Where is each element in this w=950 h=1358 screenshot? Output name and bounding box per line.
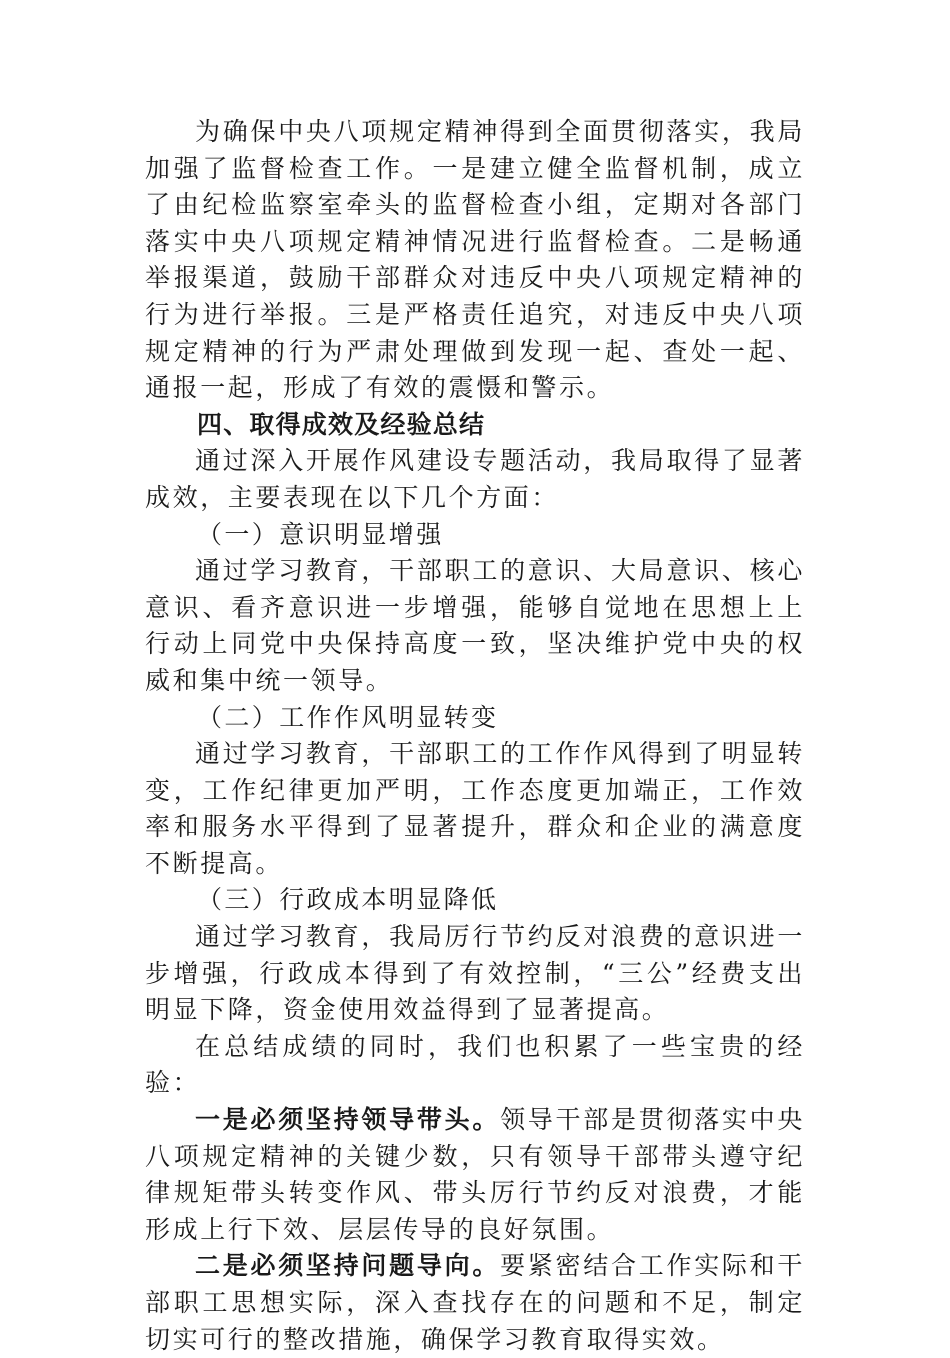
- subheading-admin-cost: （三）行政成本明显降低: [197, 885, 499, 915]
- paragraph-awareness: 通过学习教育，干部职工的意识、大局意识、核心意识、看齐意识进一步增强，能够自觉地在思想上上行动上同党中央保持高度一致，坚决维护党中央的权威和集中统一领导。: [145, 556, 805, 695]
- section-heading-4: 四、取得成效及经验总结: [197, 409, 486, 439]
- paragraph-admin-cost: 通过学习教育，我局厉行节约反对浪费的意识进一步增强，行政成本得到了有效控制，“三公”经费支出明显下降，资金使用效益得到了显著提高。: [145, 922, 805, 1025]
- experience-1-lead: 一是必须坚持领导带头。: [195, 1105, 501, 1135]
- subheading-work-style: （二）工作作风明显转变: [197, 702, 499, 732]
- subheading-awareness: （一）意识明显增强: [197, 519, 444, 549]
- paragraph-results-intro: 通过深入开展作风建设专题活动，我局取得了显著成效，主要表现在以下几个方面：: [145, 446, 805, 512]
- paragraph-work-style: 通过学习教育，干部职工的工作作风得到了明显转变，工作纪律更加严明，工作态度更加端正，工作效率和服务水平得到了显著提升，群众和企业的满意度不断提高。: [145, 739, 805, 878]
- document-page: [145, 114, 805, 1358]
- paragraph-experience-1: [145, 1102, 805, 1248]
- paragraph-experience-intro: 在总结成绩的同时，我们也积累了一些宝贵的经验：: [145, 1031, 805, 1098]
- paragraph-supervision: 为确保中央八项规定精神得到全面贯彻落实，我局加强了监督检查工作。一是建立健全监督机制，成立了由纪检监察室牵头的监督检查小组，定期对各部门落实中央八项规定精神情况进行监督检查。二是畅通举报渠道，鼓励干部群众对违反中央八项规定精神的行为进行举报。三是严格责任追究，对违反中央八项规定精神的行为严肃处理做到发现一起、查处一起、通报一起，形成了有效的震慑和警示。: [145, 117, 805, 403]
- paragraph-experience-2: [145, 1248, 805, 1358]
- experience-2-body: 要紧密结合工作实际和干部职工思想实际，深入查找存在的问题和不足，制定切实可行的整改措施，确保学习教育取得实效。: [145, 1251, 805, 1354]
- experience-2-lead: 二是必须坚持问题导向。: [195, 1251, 501, 1281]
- experience-1-body: 领导干部是贯彻落实中央八项规定精神的关键少数，只有领导干部带头遵守纪律规矩带头转变作风、带头厉行节约反对浪费，才能形成上行下效、层层传导的良好氛围。: [145, 1105, 805, 1244]
